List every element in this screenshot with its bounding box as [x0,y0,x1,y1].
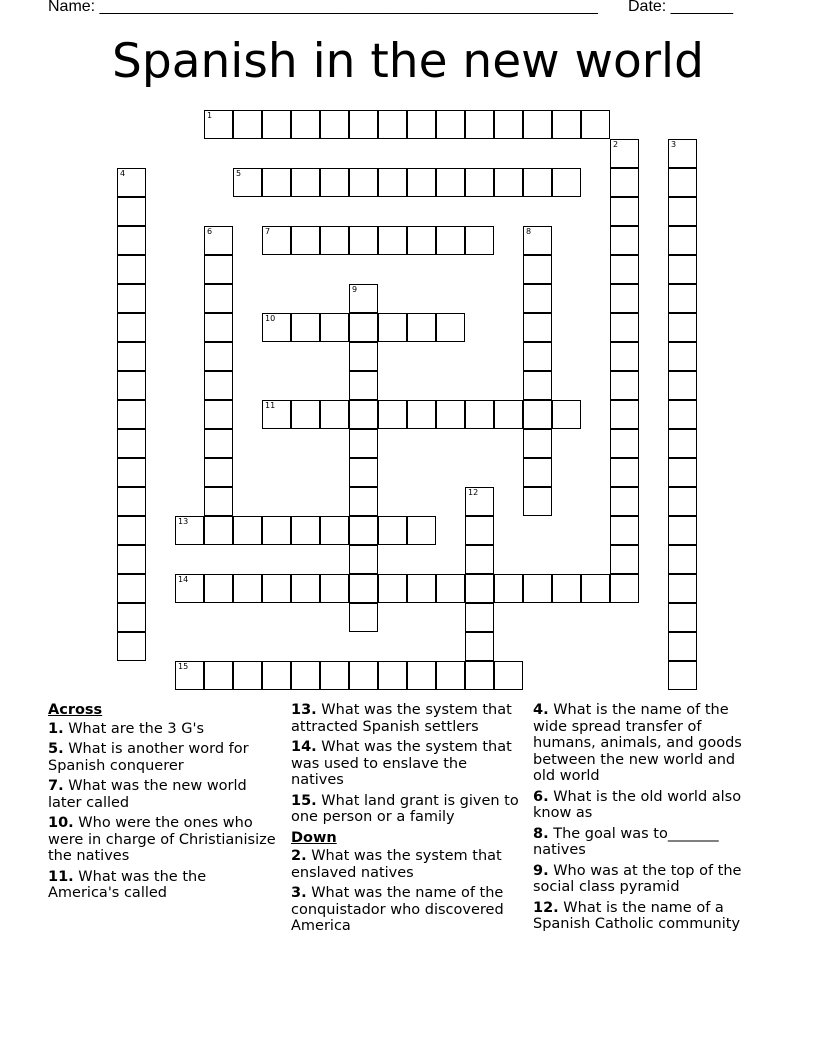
clues-column-2 [291,702,519,939]
crossword-cell[interactable] [349,226,378,255]
crossword-cell[interactable] [349,458,378,487]
crossword-cell[interactable] [204,661,233,690]
clue-number: 5 [236,169,242,178]
crossword-cell[interactable] [465,574,494,603]
crossword-cell[interactable] [668,661,697,690]
crossword-cell[interactable] [349,545,378,574]
crossword-cell[interactable] [378,516,407,545]
crossword-cell[interactable] [610,226,639,255]
clue-number: 14 [178,575,189,584]
crossword-cell[interactable] [668,429,697,458]
crossword-cell[interactable] [668,226,697,255]
crossword-cell[interactable] [436,226,465,255]
crossword-cell[interactable] [668,516,697,545]
clue-item [533,789,761,822]
clue-item [533,863,761,896]
crossword-cell[interactable] [494,110,523,139]
crossword-cell[interactable] [349,371,378,400]
page-title: Spanish in the new world [112,34,704,89]
crossword-cell[interactable] [465,545,494,574]
crossword-cell[interactable] [523,458,552,487]
crossword-cell[interactable] [204,313,233,342]
crossword-cell[interactable] [349,516,378,545]
clue-number: 3 [671,140,677,149]
crossword-cell[interactable] [204,110,233,139]
crossword-cell[interactable] [494,400,523,429]
crossword-cell[interactable] [668,197,697,226]
crossword-cell[interactable] [668,632,697,661]
crossword-cell[interactable] [668,313,697,342]
crossword-cell[interactable] [523,487,552,516]
clue-text: Who were the ones who were in charge of Christianisize the natives [48,815,276,864]
clue-number-label: 2. [291,848,307,864]
crossword-cell[interactable] [610,342,639,371]
crossword-cell[interactable] [204,371,233,400]
crossword-cell[interactable] [117,168,146,197]
clues-column-3 [533,702,761,937]
crossword-cell[interactable] [552,400,581,429]
crossword-cell[interactable] [465,110,494,139]
clue-number-label: 14. [291,739,317,755]
crossword-cell[interactable] [407,661,436,690]
clue-item [48,741,276,774]
crossword-cell[interactable] [465,400,494,429]
crossword-cell[interactable] [204,226,233,255]
crossword-cell[interactable] [407,110,436,139]
crossword-cell[interactable] [465,226,494,255]
crossword-cell[interactable] [233,110,262,139]
crossword-cell[interactable] [465,661,494,690]
clue-number-label: 8. [533,825,549,842]
clue-number: 12 [468,488,479,497]
clue-item [48,721,276,738]
clue-number-label: 9. [533,862,549,879]
crossword-cell[interactable] [117,632,146,661]
crossword-cell[interactable] [349,342,378,371]
crossword-cell[interactable] [349,574,378,603]
crossword-cell[interactable] [262,400,291,429]
crossword-cell[interactable] [117,545,146,574]
clue-number: 1 [207,111,213,120]
crossword-cell[interactable] [117,284,146,313]
clue-text: Who was at the top of the social class pyramid [533,862,742,895]
crossword-cell[interactable] [523,226,552,255]
crossword-cell[interactable] [262,661,291,690]
crossword-cell[interactable] [494,574,523,603]
crossword-cell[interactable] [117,226,146,255]
crossword-cell[interactable] [407,400,436,429]
clue-text: What was the the America's called [48,868,207,901]
crossword-cell[interactable] [378,661,407,690]
crossword-cell[interactable] [117,313,146,342]
crossword-cell[interactable] [465,487,494,516]
crossword-cell[interactable] [610,487,639,516]
crossword-cell[interactable] [465,603,494,632]
crossword-cell[interactable] [436,574,465,603]
crossword-cell[interactable] [523,429,552,458]
crossword-cell[interactable] [262,313,291,342]
crossword-cell[interactable] [320,516,349,545]
crossword-cell[interactable] [204,342,233,371]
crossword-cell[interactable] [436,168,465,197]
clue-text: What is another word for Spanish conquerer [48,741,249,774]
crossword-cell[interactable] [465,516,494,545]
crossword-cell[interactable] [349,313,378,342]
crossword-cell[interactable] [523,371,552,400]
crossword-cell[interactable] [291,400,320,429]
crossword-cell[interactable] [204,516,233,545]
clue-text: What was the system that attracted Spanish settlers [291,702,512,735]
crossword-cell[interactable] [233,661,262,690]
crossword-cell[interactable] [407,574,436,603]
crossword-cell[interactable] [523,574,552,603]
crossword-cell[interactable] [610,139,639,168]
clue-number: 4 [120,169,126,178]
crossword-cell[interactable] [436,400,465,429]
crossword-cell[interactable] [320,400,349,429]
crossword-cell[interactable] [204,574,233,603]
crossword-cell[interactable] [610,197,639,226]
crossword-cell[interactable] [523,313,552,342]
crossword-cell[interactable] [407,168,436,197]
crossword-cell[interactable] [117,197,146,226]
clue-number: 8 [526,227,532,236]
clue-number-label: 3. [291,885,307,901]
crossword-cell[interactable] [117,458,146,487]
clue-number-label: 1. [48,720,64,737]
crossword-cell[interactable] [262,574,291,603]
crossword-cell[interactable] [117,429,146,458]
crossword-cell[interactable] [465,168,494,197]
crossword-cell[interactable] [175,516,204,545]
clue-number: 11 [265,401,276,410]
crossword-cell[interactable] [262,110,291,139]
crossword-cell[interactable] [465,632,494,661]
clue-text: What was the name of the conquistador who discovered America [291,885,504,934]
crossword-cell[interactable] [233,168,262,197]
clue-text: What was the system that enslaved natives [291,848,502,881]
clue-item [291,848,519,881]
clue-item [291,702,519,735]
clue-number-label: 11. [48,868,74,885]
clue-number-label: 7. [48,778,64,794]
crossword-cell[interactable] [494,168,523,197]
clue-item [291,739,519,789]
crossword-cell[interactable] [668,458,697,487]
crossword-cell[interactable] [320,226,349,255]
crossword-cell[interactable] [117,342,146,371]
crossword-cell[interactable] [349,400,378,429]
clue-text: What are the 3 G's [63,720,205,737]
date-field[interactable]: Date: _______ [628,0,733,15]
crossword-cell[interactable] [117,371,146,400]
crossword-cell[interactable] [523,255,552,284]
crossword-cell[interactable] [581,110,610,139]
clue-number: 9 [352,285,358,294]
crossword-cell[interactable] [668,545,697,574]
crossword-cell[interactable] [204,487,233,516]
crossword-cell[interactable] [668,603,697,632]
crossword-cell[interactable] [291,516,320,545]
clue-item [48,869,276,902]
crossword-cell[interactable] [523,284,552,313]
crossword-cell[interactable] [610,574,639,603]
clue-number-label: 15. [291,792,317,809]
crossword-cell[interactable] [668,574,697,603]
crossword-cell[interactable] [291,226,320,255]
crossword-cell[interactable] [378,313,407,342]
crossword-cell[interactable] [349,168,378,197]
crossword-cell[interactable] [117,516,146,545]
crossword-cell[interactable] [436,313,465,342]
clue-number: 10 [265,314,276,323]
crossword-cell[interactable] [378,226,407,255]
clue-number: 15 [178,662,189,671]
across-heading: Across [48,702,103,718]
crossword-cell[interactable] [233,516,262,545]
crossword-cell[interactable] [436,661,465,690]
crossword-cell[interactable] [320,313,349,342]
clue-number: 2 [613,140,619,149]
crossword-cell[interactable] [581,574,610,603]
crossword-cell[interactable] [552,110,581,139]
clue-text: What was the system that was used to enslave the natives [291,739,512,788]
crossword-cell[interactable] [610,313,639,342]
crossword-cell[interactable] [523,400,552,429]
name-field[interactable]: Name: ________________________________________________________ [48,0,598,15]
crossword-cell[interactable] [668,255,697,284]
crossword-cell[interactable] [117,603,146,632]
clue-text: What is the old world also know as [533,788,742,821]
crossword-cell[interactable] [668,342,697,371]
crossword-cell[interactable] [204,458,233,487]
crossword-cell[interactable] [610,429,639,458]
clue-number: 6 [207,227,213,236]
crossword-cell[interactable] [204,400,233,429]
crossword-cell[interactable] [117,255,146,284]
clue-number: 7 [265,227,271,236]
clue-text: The goal was to_______ natives [533,825,719,858]
crossword-cell[interactable] [291,110,320,139]
clue-number-label: 10. [48,815,74,831]
crossword-cell[interactable] [291,168,320,197]
crossword-cell[interactable] [668,139,697,168]
crossword-cell[interactable] [610,400,639,429]
crossword-cell[interactable] [378,110,407,139]
crossword-cell[interactable] [407,516,436,545]
crossword-cell[interactable] [494,661,523,690]
crossword-cell[interactable] [349,487,378,516]
clue-number: 13 [178,517,189,526]
crossword-cell[interactable] [291,661,320,690]
crossword-cell[interactable] [407,313,436,342]
clue-number-label: 6. [533,788,549,805]
clue-number-label: 4. [533,702,549,718]
crossword-cell[interactable] [668,284,697,313]
clue-number-label: 13. [291,702,317,718]
crossword-cell[interactable] [668,400,697,429]
crossword-cell[interactable] [378,168,407,197]
clue-item [533,900,761,933]
crossword-cell[interactable] [233,574,262,603]
clue-item [291,793,519,826]
crossword-cell[interactable] [523,342,552,371]
crossword-cell[interactable] [610,545,639,574]
clue-number-label: 5. [48,741,64,757]
clue-item [48,778,276,811]
crossword-cell[interactable] [523,110,552,139]
crossword-cell[interactable] [610,168,639,197]
crossword-cell[interactable] [204,429,233,458]
clue-item [533,826,761,859]
crossword-cell[interactable] [349,429,378,458]
crossword-cell[interactable] [610,371,639,400]
clues-column-1 [48,702,276,906]
crossword-cell[interactable] [668,371,697,400]
crossword-cell[interactable] [320,110,349,139]
crossword-cell[interactable] [610,516,639,545]
crossword-cell[interactable] [610,284,639,313]
crossword-cell[interactable] [407,226,436,255]
crossword-cell[interactable] [117,487,146,516]
crossword-cell[interactable] [204,255,233,284]
crossword-cell[interactable] [320,661,349,690]
clue-text: What is the name of the wide spread transfer of humans, animals, and goods between the new world and old world [533,702,742,784]
crossword-cell[interactable] [349,603,378,632]
crossword-cell[interactable] [610,458,639,487]
clue-item [48,815,276,865]
crossword-cell[interactable] [349,661,378,690]
crossword-cell[interactable] [175,661,204,690]
crossword-cell[interactable] [552,574,581,603]
clue-text: What is the name of a Spanish Catholic community [533,899,741,932]
clue-text: What land grant is given to one person or a family [291,792,519,825]
crossword-cell[interactable] [262,516,291,545]
clue-number-label: 12. [533,899,559,916]
crossword-cell[interactable] [349,284,378,313]
clue-item [291,885,519,935]
crossword-cell[interactable] [262,168,291,197]
crossword-cell[interactable] [117,400,146,429]
clue-text: What was the new world later called [48,778,247,811]
crossword-cell[interactable] [668,168,697,197]
crossword-cell[interactable] [610,255,639,284]
crossword-cell[interactable] [204,284,233,313]
crossword-cell[interactable] [349,110,378,139]
crossword-cell[interactable] [262,226,291,255]
clue-item [533,702,761,785]
crossword-cell[interactable] [175,574,204,603]
crossword-cell[interactable] [523,168,552,197]
crossword-cell[interactable] [378,574,407,603]
crossword-cell[interactable] [552,168,581,197]
crossword-cell[interactable] [291,574,320,603]
crossword-cell[interactable] [668,487,697,516]
crossword-cell[interactable] [291,313,320,342]
crossword-cell[interactable] [436,110,465,139]
crossword-cell[interactable] [117,574,146,603]
crossword-cell[interactable] [320,168,349,197]
crossword-cell[interactable] [320,574,349,603]
crossword-cell[interactable] [378,400,407,429]
down-heading: Down [291,829,337,846]
